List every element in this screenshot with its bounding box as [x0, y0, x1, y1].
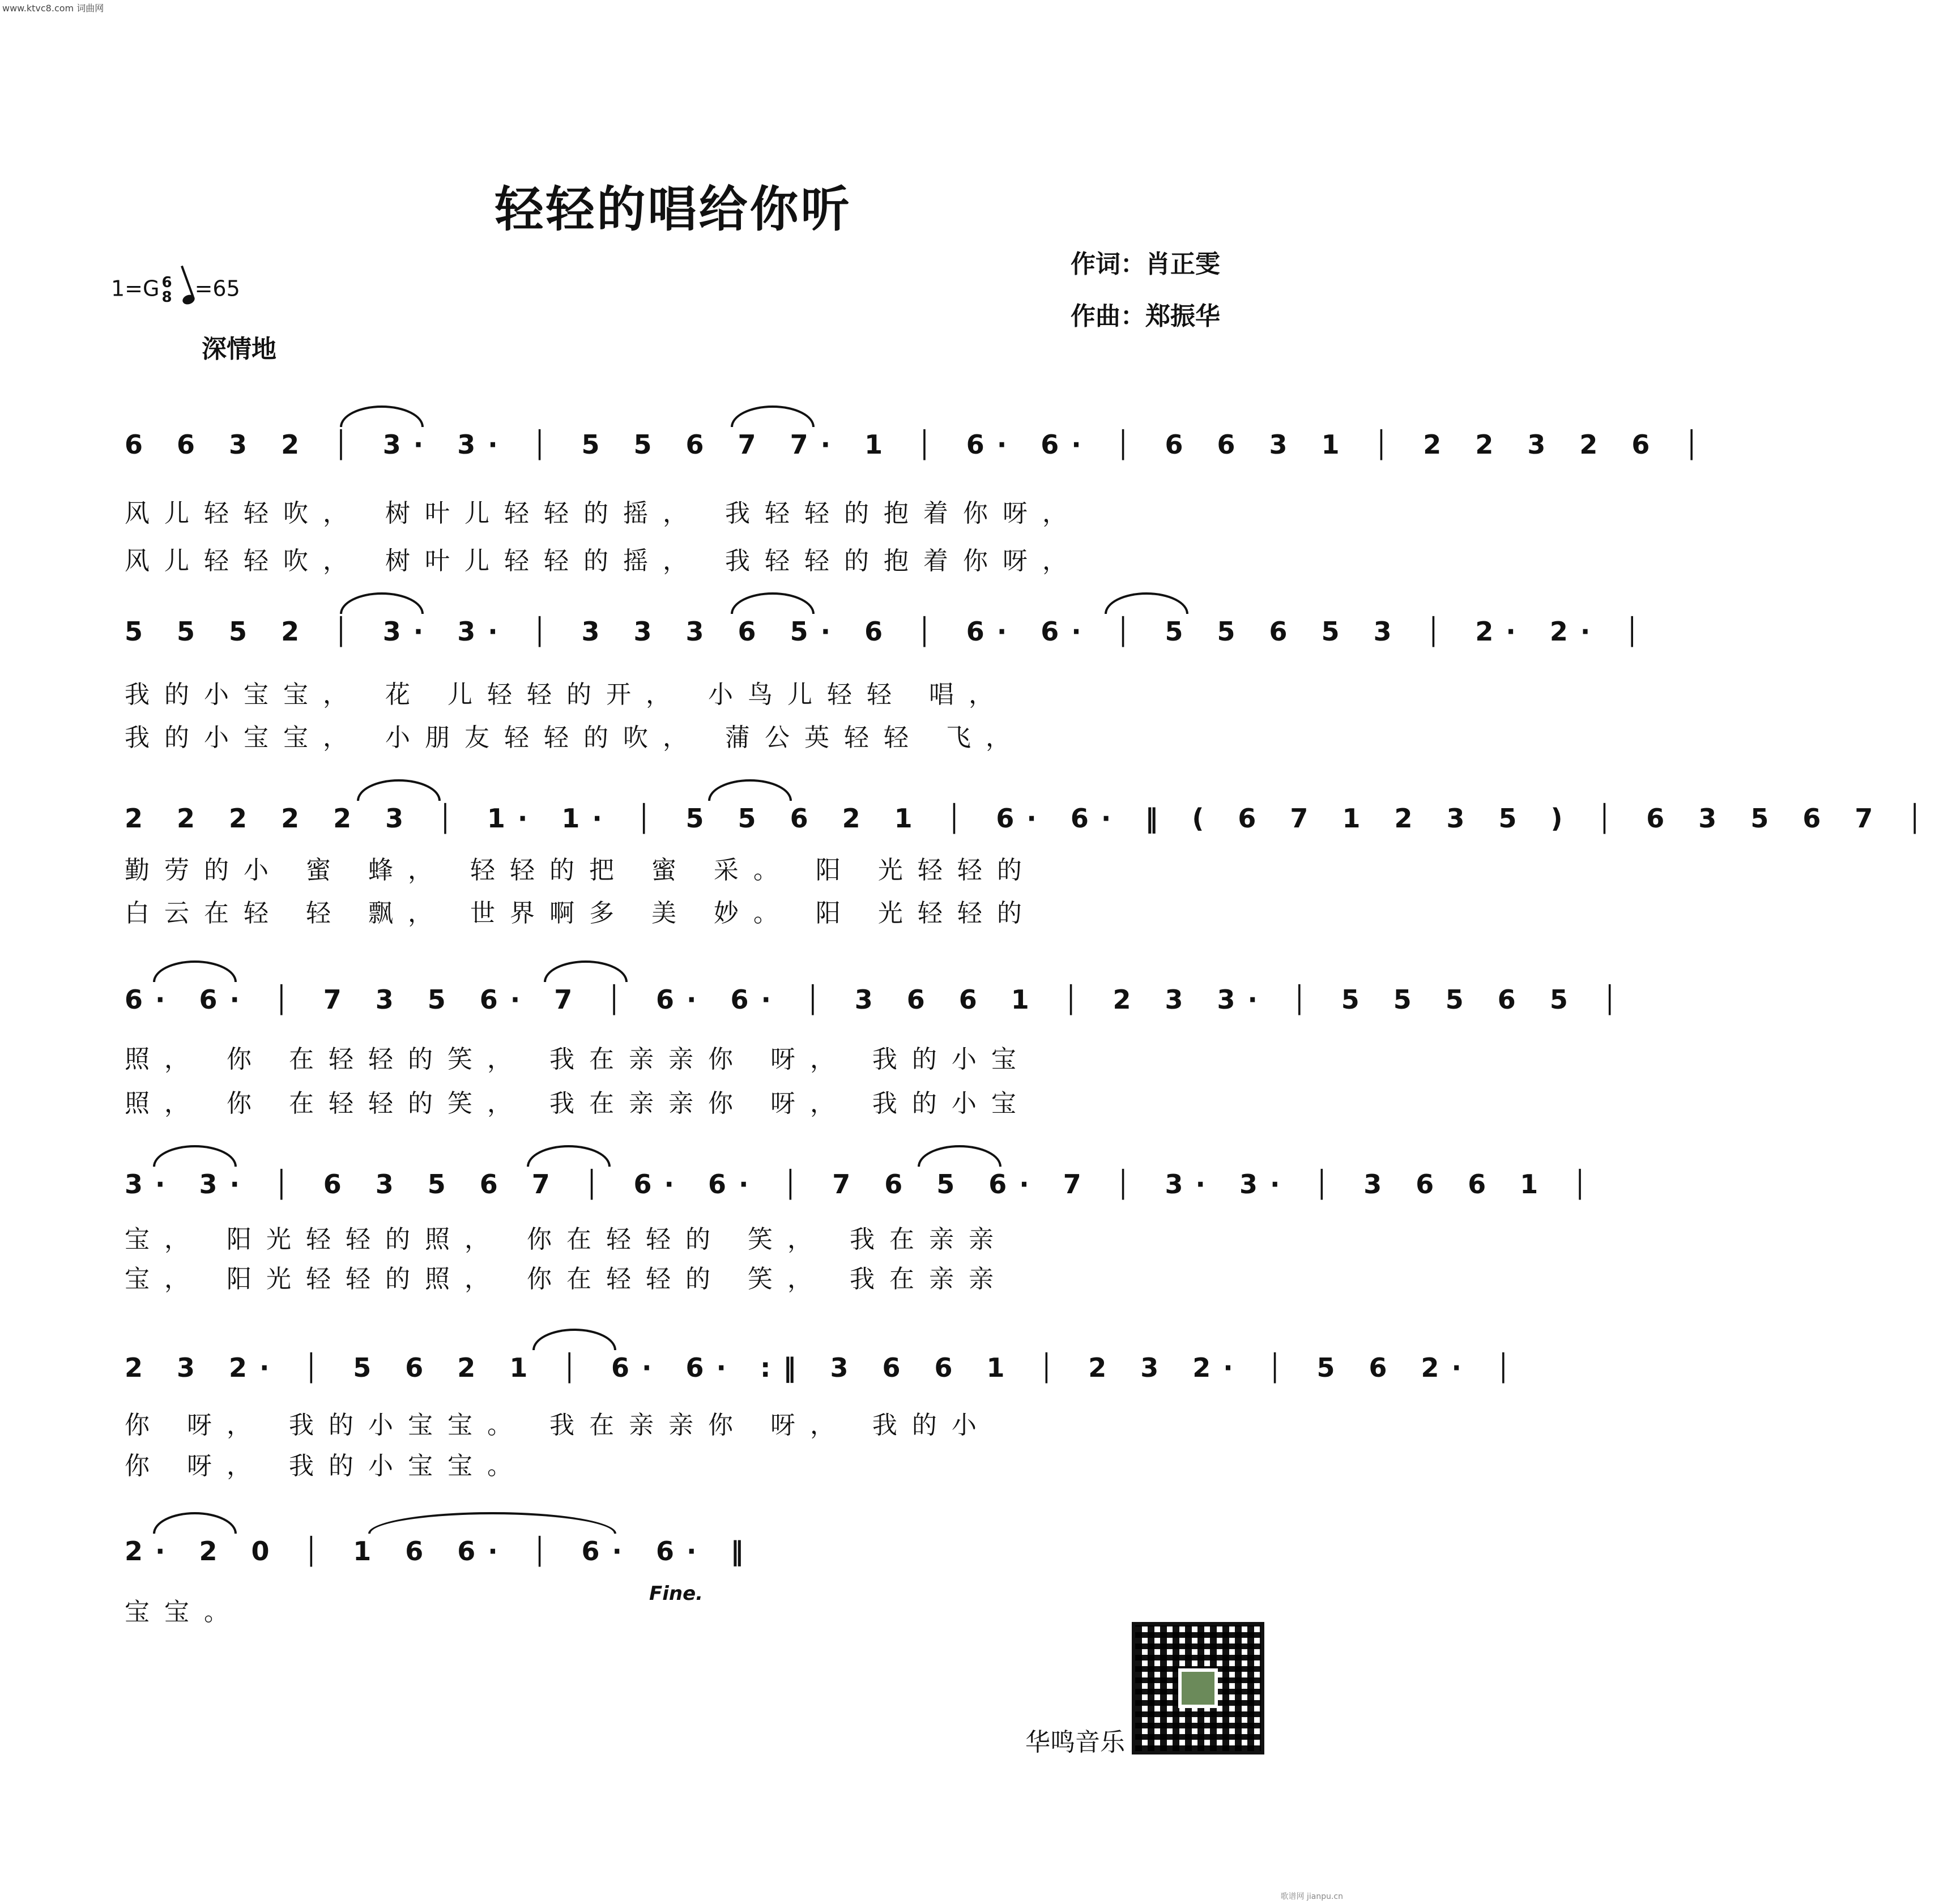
tie-arc	[918, 1145, 1001, 1167]
watermark-bottom: 歌谱网 jianpu.cn	[1280, 1892, 1343, 1901]
tie-arc	[340, 405, 424, 427]
time-bottom: 8	[161, 289, 172, 306]
lyric-line-2: 我的小宝宝， 小朋友轻轻的吹， 蒲公英轻轻 飞，	[125, 723, 1025, 752]
brand-label: 华鸣音乐	[1025, 1728, 1125, 1757]
tie-arc	[532, 1329, 616, 1350]
tie-arc	[731, 592, 815, 614]
tie-arc	[340, 592, 424, 614]
lyric-line-1: 勤劳的小 蜜 蜂， 轻轻的把 蜜 采。 阳 光轻轻的	[125, 856, 1037, 885]
time-signature	[161, 275, 172, 305]
tie-arc	[153, 1145, 237, 1167]
numbered-notation: 5 5 5 2 │ 3· 3· │ 3 3 3 6 5· 6 │ 6· 6· │ 5 5 6 5 3 │ 2· 2· │	[125, 616, 1653, 647]
tie-arc	[731, 405, 815, 427]
fine-marking: Fine.	[649, 1582, 704, 1605]
tie-arc	[708, 779, 792, 801]
quarter-note-icon	[181, 293, 195, 306]
numbered-notation: 3· 3· │ 6 3 5 6 7 │ 6· 6· │ 7 6 5 6· 7 │ 3· 3· │ 3 6 6 1 │	[125, 1169, 1600, 1199]
numbered-notation: 2 3 2· │ 5 6 2 1 │ 6· 6· :‖ 3 6 6 1 │ 2 3 2· │ 5 6 2· │	[125, 1352, 1524, 1383]
lyric-line-2: 宝， 阳光轻轻的照， 你在轻轻的 笑， 我在亲亲	[125, 1265, 1008, 1293]
numbered-notation: 6 6 3 2 │ 3· 3· │ 5 5 6 7 7· 1 │ 6· 6· │ 6 6 3 1 │ 2 2 3 2 6 │	[125, 429, 1712, 460]
tempo-text: =65	[194, 276, 240, 301]
key-text: 1=G	[111, 276, 160, 301]
tie-arc	[153, 960, 237, 982]
tie-arc	[527, 1145, 611, 1167]
lyric-line-1: 宝宝。	[125, 1598, 244, 1626]
lyric-line-2: 风儿轻轻吹， 树叶儿轻轻的摇， 我轻轻的抱着你呀，	[125, 547, 1082, 575]
lyric-line-2: 你 呀， 我的小宝宝。	[125, 1452, 527, 1480]
lyric-line-1: 照， 你 在轻轻的笑， 我在亲亲你 呀， 我的小宝	[125, 1045, 1031, 1074]
composer-credit: 作曲：郑振华	[1071, 302, 1220, 331]
expression-mark: 深情地	[202, 335, 276, 364]
lyric-line-1: 宝， 阳光轻轻的照， 你在轻轻的 笑， 我在亲亲	[125, 1225, 1008, 1254]
tie-arc	[153, 1512, 237, 1534]
tie-arc	[357, 779, 441, 801]
lyric-line-1: 风儿轻轻吹， 树叶儿轻轻的摇， 我轻轻的抱着你呀，	[125, 499, 1082, 528]
time-top: 6	[161, 274, 172, 291]
qr-logo-icon	[1178, 1668, 1218, 1708]
tie-arc	[544, 960, 628, 982]
lyric-line-1: 我的小宝宝， 花 儿轻轻的开， 小鸟儿轻轻 唱，	[125, 680, 1008, 709]
lyric-line-2: 白云在轻 轻 飘， 世界啊多 美 妙。 阳 光轻轻的	[125, 899, 1037, 928]
watermark-top: www.ktvc8.com 词曲网	[2, 3, 104, 14]
numbered-notation: 2· 2 0 │ 1 6 6· │ 6· 6· ‖	[125, 1536, 756, 1566]
key-signature	[111, 275, 240, 305]
numbered-notation: 6· 6· │ 7 3 5 6· 7 │ 6· 6· │ 3 6 6 1 │ 2 3 3· │ 5 5 5 6 5 │	[125, 984, 1630, 1015]
numbered-notation: 2 2 2 2 2 3 │ 1· 1· │ 5 5 6 2 1 │ 6· 6· ‖ ( 6 7 1 2 3 5 ) │ 6 3 5 6 7 │	[125, 803, 1935, 834]
lyric-line-1: 你 呀， 我的小宝宝。 我在亲亲你 呀， 我的小	[125, 1411, 991, 1440]
lyric-line-2: 照， 你 在轻轻的笑， 我在亲亲你 呀， 我的小宝	[125, 1089, 1031, 1118]
song-title: 轻轻的唱给你听	[495, 181, 852, 238]
tie-arc	[368, 1512, 616, 1534]
lyricist-credit: 作词：肖正雯	[1071, 250, 1220, 279]
tie-arc	[1105, 592, 1188, 614]
